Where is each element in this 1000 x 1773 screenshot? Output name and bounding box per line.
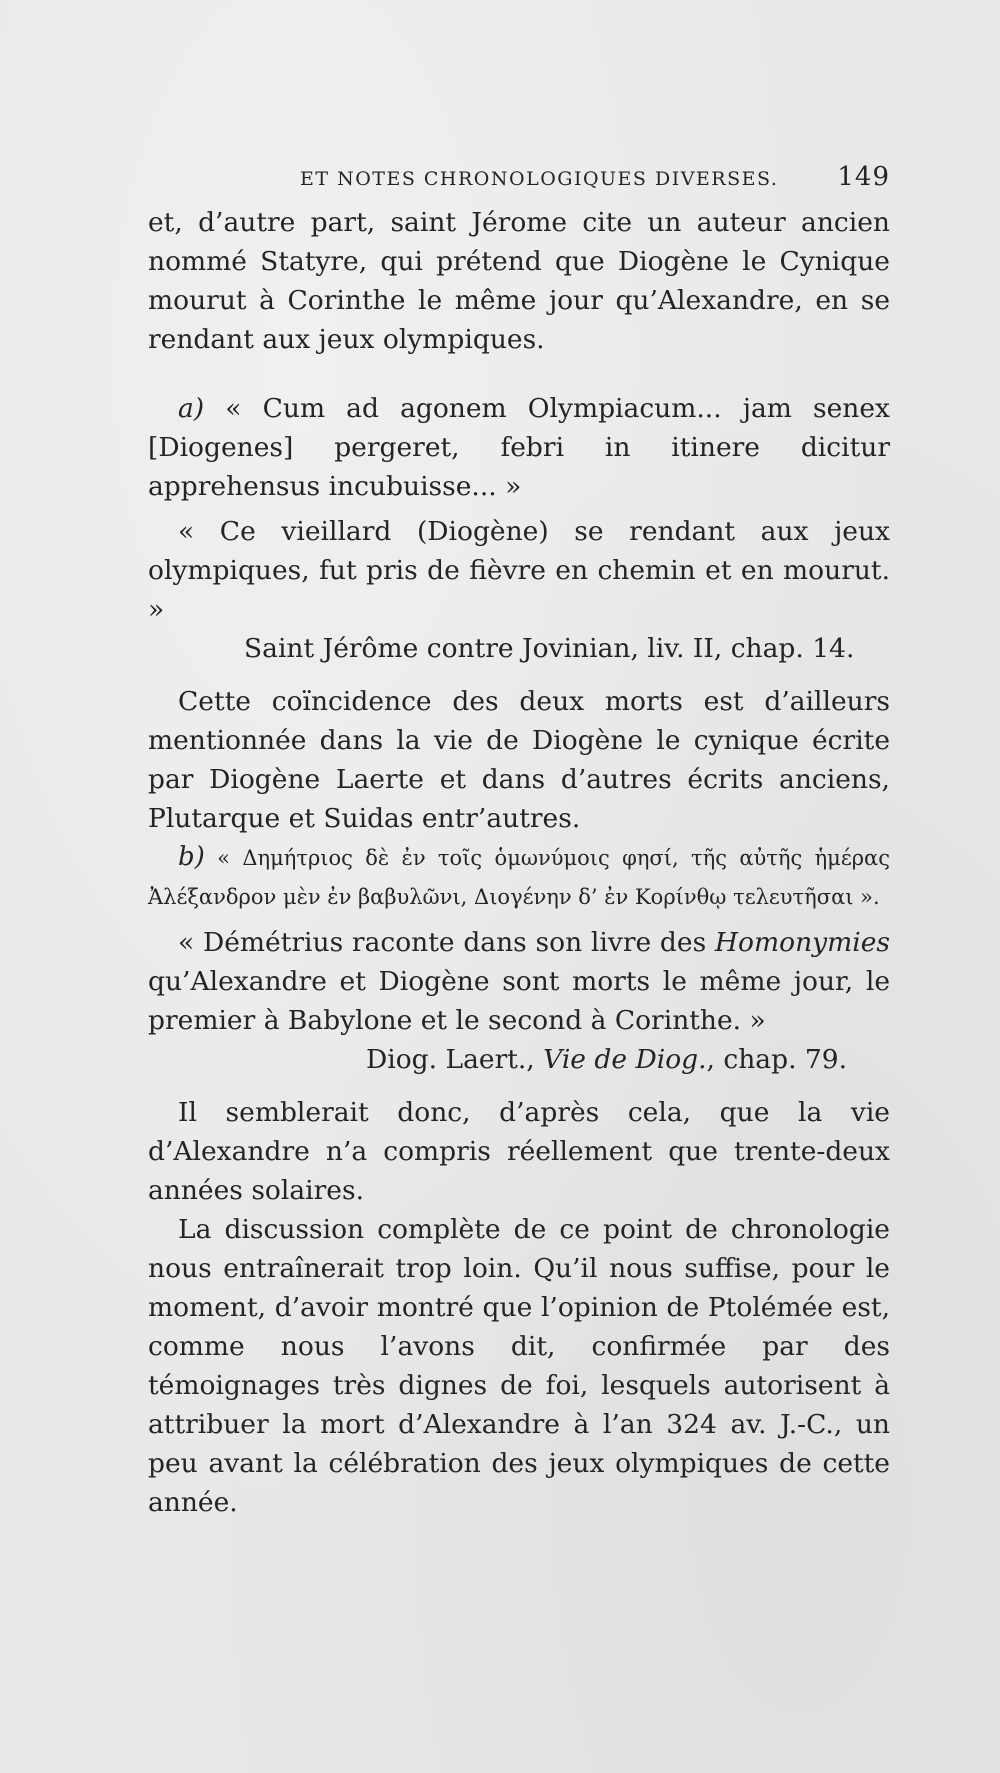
quote-a-marker: a): [178, 393, 205, 424]
quote-b-french-start: « Démétrius raconte dans son livre des: [178, 927, 715, 958]
quote-a-citation: Saint Jérôme contre Jovinian, liv. II, chap. 14.: [244, 633, 855, 664]
quote-a-latin: [148, 389, 890, 506]
page-number: 149: [837, 162, 890, 192]
quote-b-greek-text: « Δημήτριος δὲ ἐν τοῖς ὁμωνύμοις φησί, τῆς αὐτῆς ἡμέρας Ἀλέξανδρον μὲν ἐν βαβυλῶνι, Διογένην δ’ ἐν Κορίνθῳ τελευτῆσαι ».: [148, 846, 890, 909]
page-body: [148, 203, 890, 1522]
quote-b-greek: [148, 838, 890, 917]
quote-b-citation-italic: Vie de Diog.: [543, 1044, 707, 1075]
quote-a-latin-text: « Cum ad agonem Olympiacum... jam senex [Diogenes] pergeret, febri in itinere dicitur apprehensus incubuisse... »: [148, 393, 890, 502]
quote-b-citation: [148, 1040, 890, 1079]
running-title: ET NOTES CHRONOLOGIQUES DIVERSES.: [300, 168, 779, 190]
page-header: [300, 162, 890, 202]
paragraph-conclusion: Il semblerait donc, d’après cela, que la vie d’Alexandre n’a compris réellement que trente-deux années solaires.: [148, 1097, 890, 1206]
quote-b-french-end: qu’Alexandre et Diogène sont morts le même jour, le premier à Babylone et le second à Corinthe. »: [148, 966, 890, 1036]
paragraph-discussion: La discussion complète de ce point de chronologie nous entraînerait trop loin. Qu’il nous suffise, pour le moment, d’avoir montré que l’opinion de Ptolémée est, comme nous l’avons dit, confirmée par des témoignages très dignes de foi, lesquels autorisent à attribuer la mort d’Alexandre à l’an 324 av. J.-C., un peu avant la célébration des jeux olympiques de cette année.: [148, 1214, 890, 1518]
quote-b-marker: b): [178, 842, 205, 872]
paragraph-intro: et, d’autre part, saint Jérome cite un auteur ancien nommé Statyre, qui prétend que Diogène le Cynique mourut à Corinthe le même jour qu’Alexandre, en se rendant aux jeux olympiques.: [148, 207, 890, 355]
quote-b-citation-start: Diog. Laert.,: [366, 1044, 544, 1075]
quote-a-french: « Ce vieillard (Diogène) se rendant aux jeux olympiques, fut pris de fièvre en chemin et en mourut. »: [148, 516, 890, 625]
quote-b-citation-end: , chap. 79.: [706, 1044, 848, 1075]
paragraph-coincidence: Cette coïncidence des deux morts est d’ailleurs mentionnée dans la vie de Diogène le cynique écrite par Diogène Laerte et dans d’autres écrits anciens, Plutarque et Suidas entr’autres.: [148, 686, 890, 834]
quote-b-french-italic: Homonymies: [714, 927, 890, 958]
quote-b-french: [148, 923, 890, 1040]
